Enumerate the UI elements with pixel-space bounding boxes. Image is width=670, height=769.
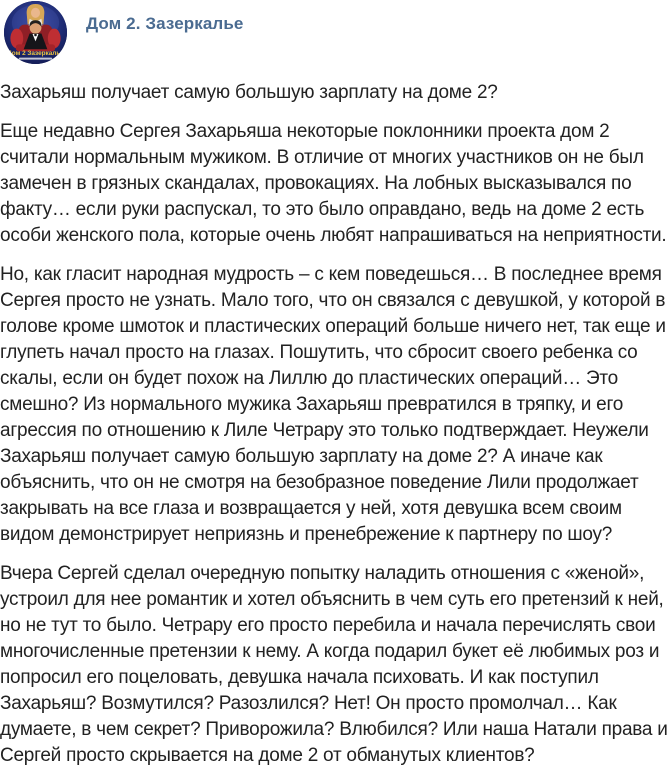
post-paragraph-1: Еще недавно Сергея Захарьяша некоторые поклонники проекта дом 2 считали нормальным мужиком. В отличие от многих участников он не был замечен в грязных скандалах, провокациях. На лобных высказывался по факту… если руки распускал, то это было оправдано, ведь на доме 2 есть особи женского пола, которые очень любят напрашиваться на неприятности. (0, 121, 667, 246)
post-header (0, 0, 670, 64)
community-avatar[interactable] (4, 1, 67, 64)
avatar-caption-subline (19, 58, 52, 60)
post-paragraph-2: Но, как гласит народная мудрость – с кем поведешься… В последнее время Сергея просто не узнать. Мало того, что он связался с девушкой, у которой в голове кроме шмоток и пластических операций больше ничего нет, так еще и глупеть начал просто на глазах. Пошутить, что сбросит своего ребенка со скалы, если он будет похож на Лиллю до пластических операций… Это смешно? Из нормального мужика Захарьяш превратился в тряпку, и его агрессия по отношению к Лиле Четрару это только подтверждает. Неужели Захарьяш получает самую большую зарплату на доме 2? А иначе как объяснить, что он не смотря на безобразное поведение Лили продолжает закрывать на все глаза и возвращается у ней, хотя девушка всем своим видом демонстрирует неприязнь и пренебрежение к партнеру по шоу? (0, 264, 666, 545)
post-text (0, 64, 670, 769)
avatar-caption-text: Дом 2 Зазеркалье (7, 50, 64, 58)
community-avatar-image (4, 1, 67, 64)
post-paragraph-3: Вчера Сергей сделал очередную попытку наладить отношения с «женой», устроил для нее романтик и хотел объяснить в чем суть его претензий к ней, но не тут то было. Четрару его просто перебила и начала перечислять свои многочисленные претензии к нему. А когда подарил букет её любимых роз и попросил его поцеловать, девушка начала психовать. И как поступил Захарьяш? Возмутился? Разозлился? Нет! Он просто промолчал… Как думаете, в чем секрет? Приворожила? Влюбился? Или наша Натали права и Сергей просто скрывается на доме 2 от обманутых клиентов? (0, 563, 668, 766)
community-name-link[interactable]: Дом 2. Зазеркалье (86, 14, 244, 33)
post-title: Захарьяш получает самую большую зарплату на доме 2? (0, 82, 498, 103)
